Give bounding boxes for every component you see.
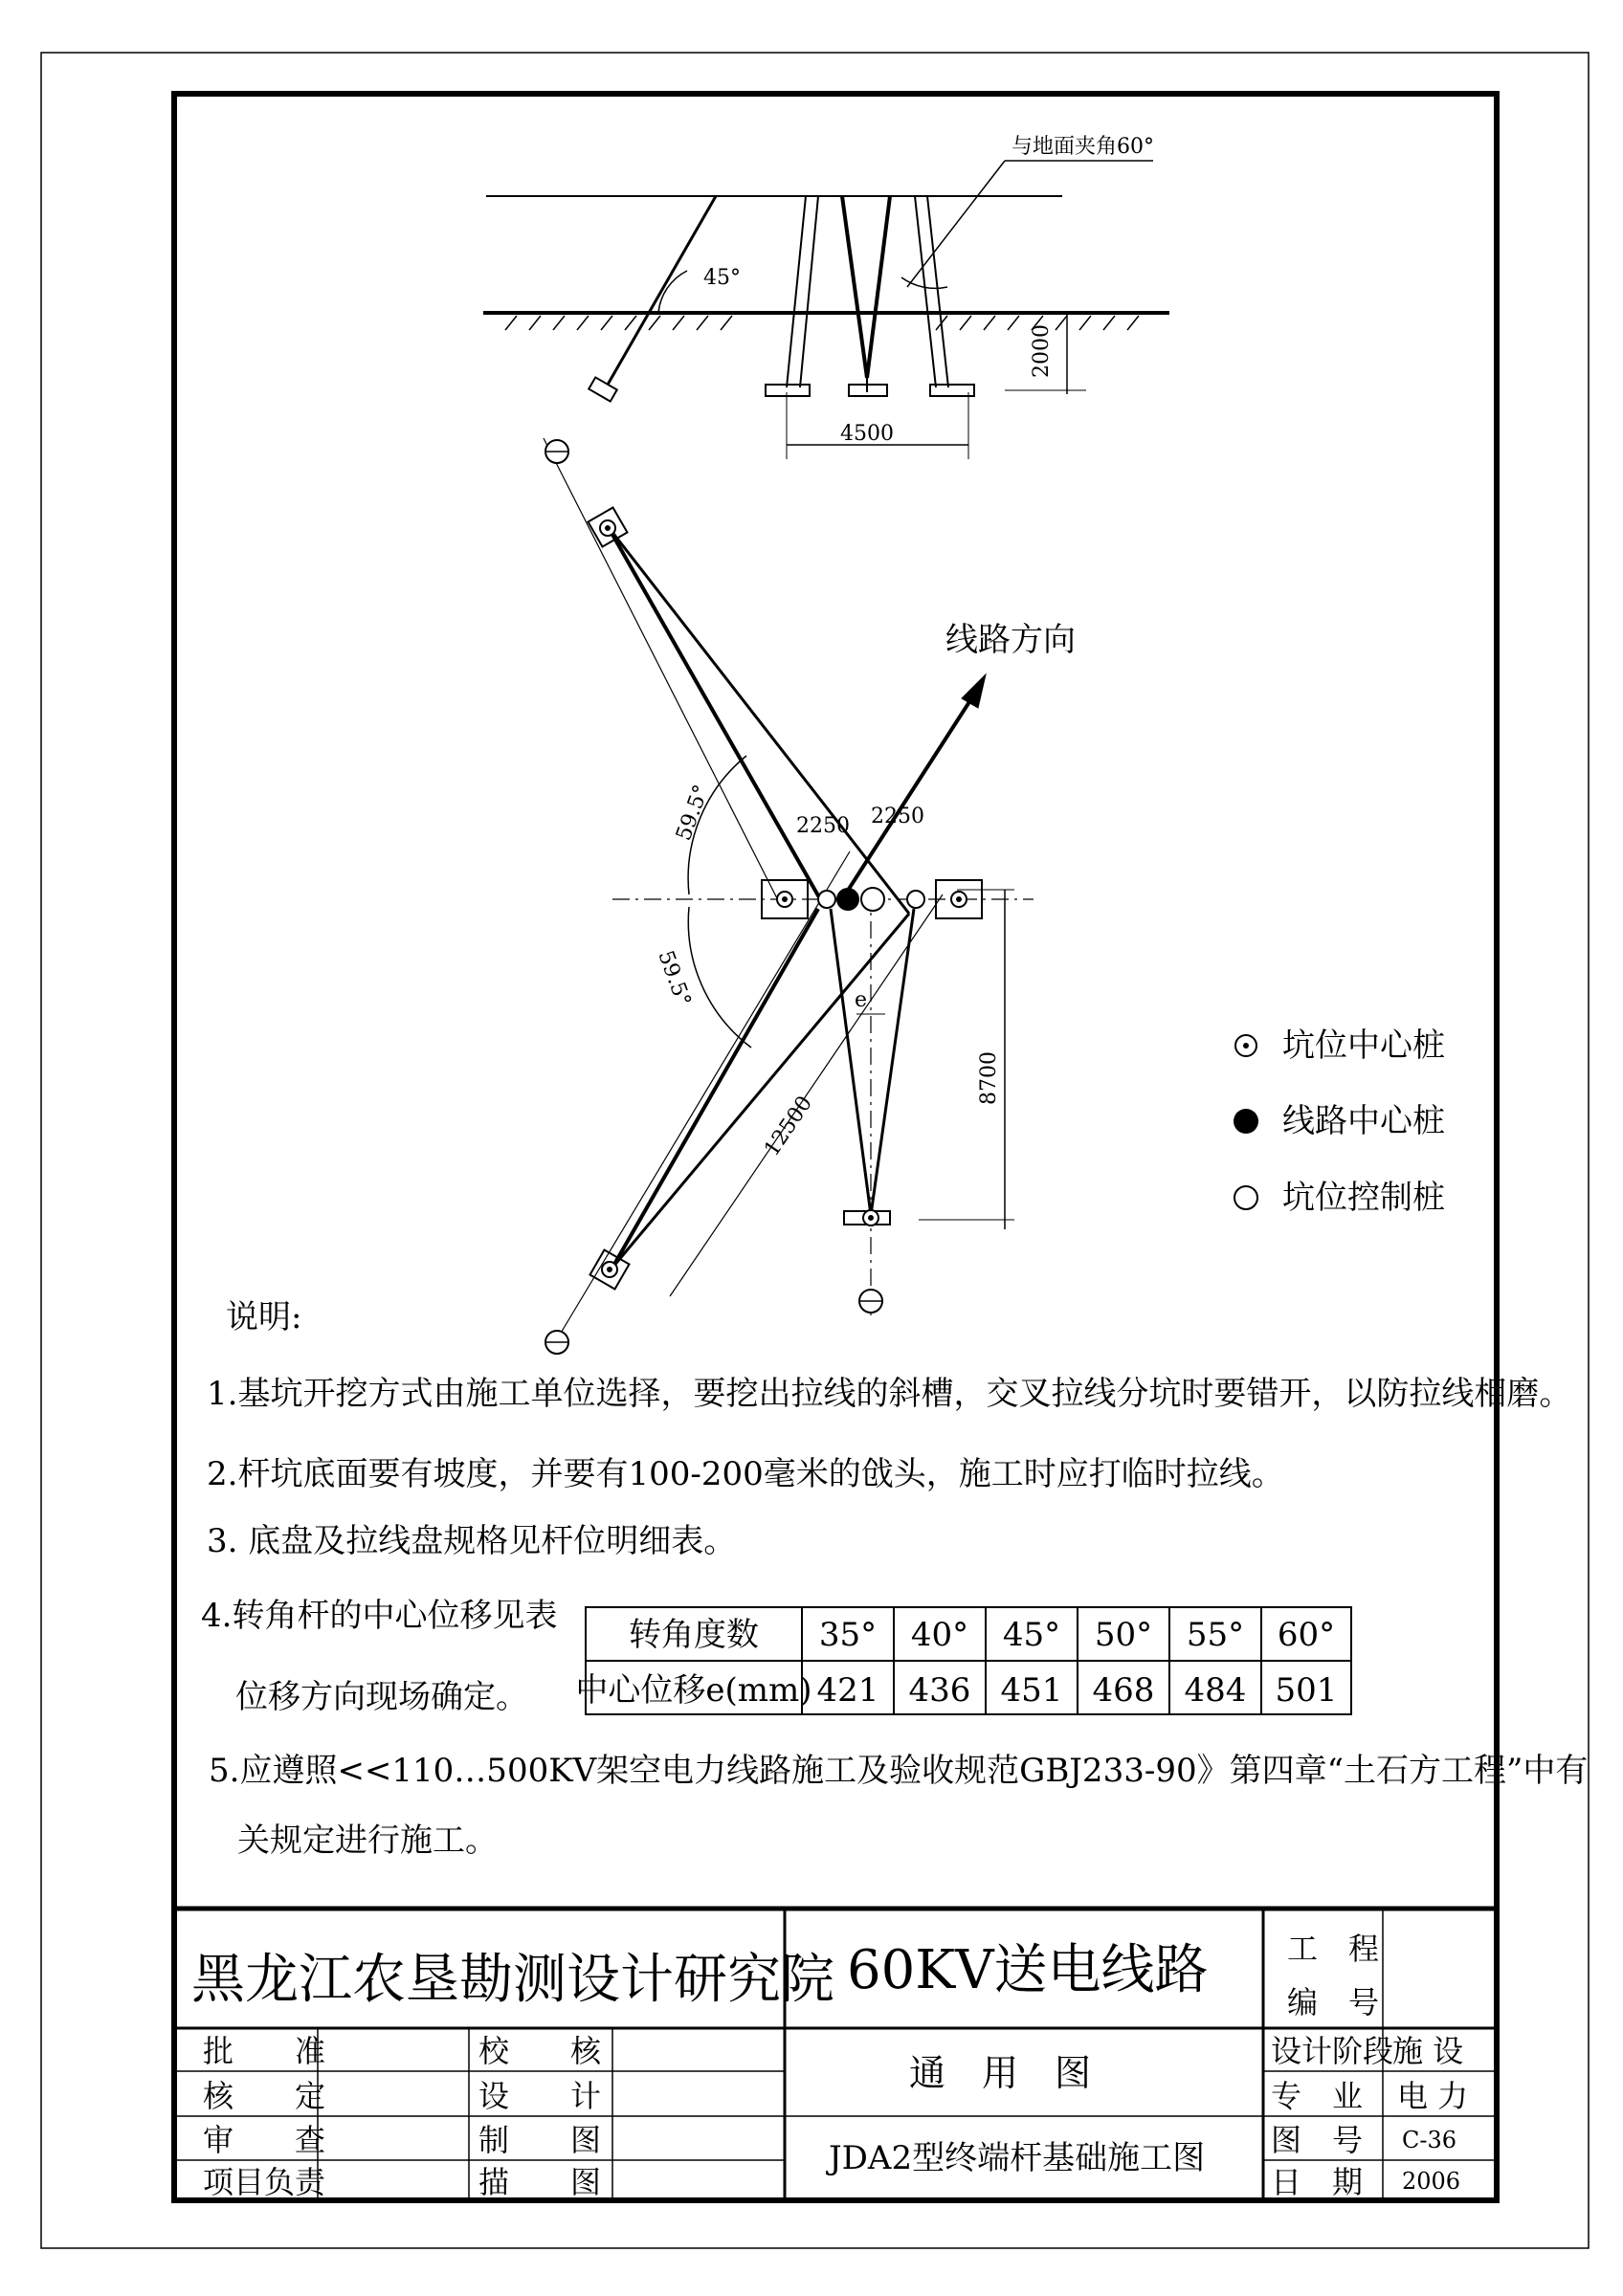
inner-frame <box>174 94 1497 2200</box>
plan-view <box>544 438 1034 1335</box>
legend <box>1234 1027 1445 1217</box>
table-angle: 60° <box>1277 1616 1336 1654</box>
line-center-stake <box>836 888 859 911</box>
note-4a: 4.转角杆的中心位移见表 <box>201 1597 558 1635</box>
outer-border <box>41 53 1589 2248</box>
label-trace: 描 图 <box>478 2164 602 2200</box>
legend-line-center-symbol <box>1234 1109 1258 1134</box>
table-shift: 421 <box>816 1671 879 1710</box>
dim-2250-right: 2250 <box>871 805 924 828</box>
label-verify: 核 定 <box>203 2078 326 2114</box>
value-date: 2006 <box>1402 2168 1461 2195</box>
label-review: 审 查 <box>203 2122 326 2158</box>
table-shift: 484 <box>1184 1671 1247 1710</box>
label-check: 校 核 <box>478 2033 602 2069</box>
table-header-angle: 转角度数 <box>629 1616 759 1654</box>
table-shift: 436 <box>908 1671 971 1710</box>
project-name: 60KV送电线路 <box>847 1939 1209 2001</box>
label-specialty: 专 业 <box>1271 2078 1364 2114</box>
table-angle: 55° <box>1186 1616 1245 1654</box>
note-4b: 位移方向现场确定。 <box>235 1678 528 1716</box>
table-angle: 45° <box>1002 1616 1061 1654</box>
legend-label-line-center: 线路中心桩 <box>1282 1102 1445 1140</box>
note-5b: 关规定进行施工。 <box>237 1821 498 1860</box>
dim-2000: 2000 <box>1030 324 1054 378</box>
note-3: 3. 底盘及拉线盘规格见杆位明细表。 <box>207 1522 737 1560</box>
legend-label-pit-center: 坑位中心桩 <box>1282 1027 1445 1065</box>
angle-lower-label: 59.5° <box>653 947 696 1010</box>
note-5a: 5.应遵照<<110…500KV架空电力线路施工及验收规范GBJ233-90》第四章“土石方工程”中有 <box>209 1752 1589 1790</box>
table-header-shift: 中心位移e(mm) <box>575 1671 812 1710</box>
dim-e: e <box>855 988 868 1012</box>
label-draft: 制 图 <box>478 2122 602 2158</box>
institute-name: 黑龙江农垦勘测设计研究院 <box>191 1949 834 2011</box>
value-drawing-no: C-36 <box>1402 2127 1457 2153</box>
drawing-name: JDA2型终端杆基础施工图 <box>829 2139 1206 2177</box>
note-1: 1.基坑开挖方式由施工单位选择，要挖出拉线的斜槽，交叉拉线分坑时要错开，以防拉线相磨。 <box>207 1375 1572 1413</box>
label-design: 设 计 <box>478 2078 602 2114</box>
table-angle: 50° <box>1094 1616 1153 1654</box>
legend-pit-control-symbol <box>1234 1186 1257 1209</box>
value-design-stage: 施 设 <box>1392 2033 1464 2069</box>
label-approve: 批 准 <box>203 2033 326 2069</box>
legend-label-pit-control: 坑位控制桩 <box>1282 1179 1445 1217</box>
label-drawing-no: 图 号 <box>1271 2122 1364 2158</box>
table-angle: 40° <box>910 1616 969 1654</box>
label-date: 日 期 <box>1271 2164 1364 2200</box>
dim-8700: 8700 <box>977 1051 1001 1105</box>
angle-45-label: 45° <box>703 266 741 290</box>
drawing-type: 通 用 图 <box>909 2052 1092 2094</box>
table-shift: 501 <box>1275 1671 1338 1710</box>
label-project-lead: 项目负责 <box>203 2164 326 2200</box>
note-2: 2.杆坑底面要有坡度，并要有100-200毫米的戗头，施工时应打临时拉线。 <box>207 1455 1284 1493</box>
angle-upper-label: 59.5° <box>672 782 715 845</box>
shift-table-text <box>575 1616 1337 1710</box>
label-design-stage: 设计阶段 <box>1271 2033 1394 2069</box>
dim-12500: 12500 <box>760 1092 818 1161</box>
project-no-label-1: 工 程 <box>1287 1931 1380 1967</box>
dim-2250-left: 2250 <box>796 814 850 838</box>
angle-60-label: 与地面夹角60° <box>1012 135 1154 159</box>
table-angle: 35° <box>818 1616 878 1654</box>
table-shift: 451 <box>1000 1671 1063 1710</box>
value-specialty: 电 力 <box>1397 2078 1469 2114</box>
project-no-label-2: 编 号 <box>1287 1984 1380 2020</box>
section-view <box>483 161 1169 459</box>
table-shift: 468 <box>1092 1671 1155 1710</box>
notes-heading: 说明: <box>226 1298 302 1336</box>
dim-4500: 4500 <box>840 422 894 446</box>
line-direction-label: 线路方向 <box>945 621 1076 659</box>
